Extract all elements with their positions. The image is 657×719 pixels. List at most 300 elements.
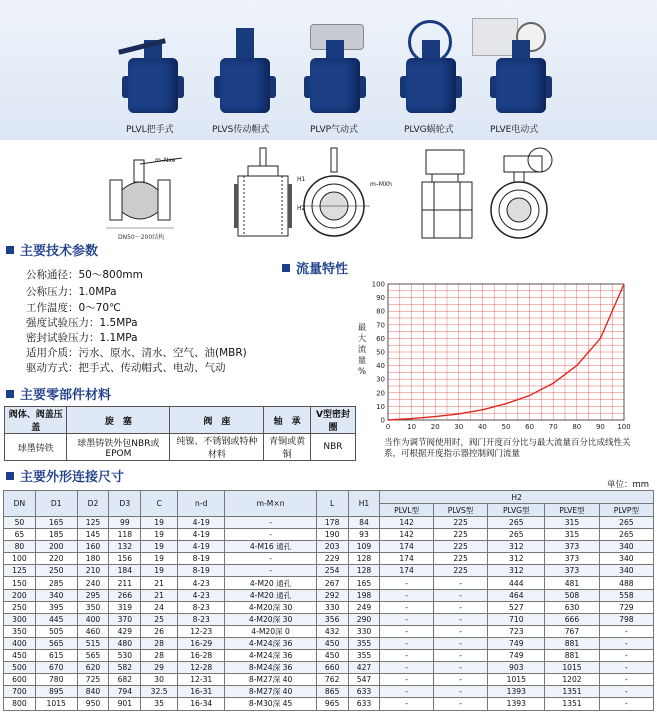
table-cell: 4-M16 通孔 [225, 541, 316, 553]
table-cell: 895 [35, 686, 77, 698]
table-cell: 93 [348, 529, 380, 541]
table-cell: 265 [488, 529, 545, 541]
valve-electric-photo [486, 18, 556, 118]
parts-header-cell: 旋 塞 [67, 407, 170, 434]
table-cell: - [380, 662, 433, 674]
table-row [4, 565, 654, 577]
table-row [4, 674, 654, 686]
table-cell: 32.5 [141, 686, 178, 698]
table-cell: 312 [488, 553, 545, 565]
table-cell: 295 [77, 589, 109, 601]
table-cell: 881 [545, 650, 600, 662]
unit-label: 单位：mm [606, 480, 649, 490]
y-tick-label: 90 [376, 294, 385, 303]
spec-line: 密封试验压力：1.1MPa [26, 332, 138, 344]
table-row [4, 686, 654, 698]
table-cell: - [599, 625, 653, 637]
table-cell: 350 [77, 601, 109, 613]
table-cell: 265 [599, 517, 653, 529]
table-cell: 8-M27深 40 [225, 686, 316, 698]
table-cell: - [599, 650, 653, 662]
parts-cell: 球墨铸铁 [5, 434, 67, 461]
table-cell: 666 [545, 613, 600, 625]
table-cell: 118 [109, 529, 141, 541]
y-axis-label: 最 [357, 323, 367, 333]
table-cell: 723 [488, 625, 545, 637]
table-cell: 4-19 [178, 541, 225, 553]
x-tick-label: 10 [407, 423, 417, 431]
table-cell: - [433, 686, 488, 698]
table-cell: 267 [316, 577, 348, 589]
table-row [4, 577, 654, 589]
table-cell: 749 [488, 650, 545, 662]
table-cell: 99 [109, 517, 141, 529]
table-cell: 373 [545, 541, 600, 553]
table-cell: 330 [348, 625, 380, 637]
table-cell: 1393 [488, 686, 545, 698]
y-tick-label: 70 [376, 321, 385, 330]
table-cell: 16-31 [178, 686, 225, 698]
table-cell: 80 [4, 541, 36, 553]
table-cell: 8-19 [178, 553, 225, 565]
drawing-gear-side [418, 146, 478, 246]
table-cell: - [599, 674, 653, 686]
dims-subheader: PLVS型 [433, 504, 488, 517]
parts-header-cell: V型密封圈 [310, 407, 355, 434]
table-cell: 229 [316, 553, 348, 565]
table-row [4, 553, 654, 565]
table-cell: 395 [35, 601, 77, 613]
table-cell: 225 [433, 565, 488, 577]
table-cell: 211 [109, 577, 141, 589]
table-cell: 350 [4, 625, 36, 637]
table-cell: 4-M24深 36 [225, 637, 316, 649]
table-cell: 178 [316, 517, 348, 529]
parts-cell: 纯镍、不锈钢或特种材料 [170, 434, 264, 461]
spec-line: 工作温度：0～70℃ [26, 302, 121, 314]
x-tick-label: 20 [430, 423, 440, 431]
table-cell: 190 [316, 529, 348, 541]
table-cell: - [599, 686, 653, 698]
table-cell: 128 [348, 565, 380, 577]
table-cell: 400 [4, 637, 36, 649]
table-cell: 729 [599, 601, 653, 613]
table-cell: 29 [141, 662, 178, 674]
dim-label: H2 [297, 205, 306, 212]
table-cell: 142 [380, 529, 433, 541]
table-cell: 445 [35, 613, 77, 625]
table-cell: 65 [4, 529, 36, 541]
table-row [4, 625, 654, 637]
table-cell: 142 [380, 517, 433, 529]
table-cell: 109 [348, 541, 380, 553]
table-cell: 1015 [545, 662, 600, 674]
table-cell: - [433, 674, 488, 686]
table-cell: 527 [488, 601, 545, 613]
table-cell: 290 [348, 613, 380, 625]
table-cell: 319 [109, 601, 141, 613]
table-cell: - [380, 601, 433, 613]
x-tick-label: 80 [572, 423, 582, 431]
dims-header-h2: H2 [380, 491, 654, 504]
spec-line: 驱动方式：把手式、传动帽式、电动、气动 [26, 362, 226, 374]
valve-handle-photo [118, 18, 188, 118]
table-cell: - [225, 553, 316, 565]
table-row [4, 637, 654, 649]
table-cell: - [225, 565, 316, 577]
table-row [4, 613, 654, 625]
table-cell: - [433, 637, 488, 649]
table-cell: 180 [77, 553, 109, 565]
table-cell: - [380, 698, 433, 710]
x-tick-label: 0 [385, 423, 391, 431]
table-cell: 165 [35, 517, 77, 529]
dims-header-dn: DN [4, 491, 36, 517]
table-cell: 26 [141, 625, 178, 637]
drawing-note: DN50～200结构 [118, 234, 165, 241]
table-cell: 903 [488, 662, 545, 674]
dim-label: m–Nxe [155, 157, 176, 164]
table-cell: 28 [141, 637, 178, 649]
table-cell: 762 [316, 674, 348, 686]
table-cell: 8-19 [178, 565, 225, 577]
table-cell: 400 [77, 613, 109, 625]
table-cell: 24 [141, 601, 178, 613]
table-cell: 8-M27深 40 [225, 674, 316, 686]
table-cell: 203 [316, 541, 348, 553]
table-cell: 429 [109, 625, 141, 637]
table-cell: 4-23 [178, 589, 225, 601]
section-title-flow: 流量特性 [282, 258, 348, 277]
table-cell: 225 [433, 517, 488, 529]
product-photo-strip [0, 0, 657, 140]
table-cell: 125 [77, 517, 109, 529]
table-cell: 565 [77, 650, 109, 662]
dims-header-mmn: m-M×n [225, 491, 316, 517]
table-cell: 21 [141, 577, 178, 589]
table-cell: 225 [433, 553, 488, 565]
table-cell: 355 [348, 650, 380, 662]
parts-cell: 球墨铸铁外包NBR或EPOM [67, 434, 170, 461]
x-tick-label: 90 [595, 423, 605, 431]
y-axis-label: 流 [357, 345, 367, 355]
table-cell: 565 [35, 637, 77, 649]
spec-line: 公称压力：1.0MPa [26, 286, 117, 298]
dims-subheader: PLVG型 [488, 504, 545, 517]
table-cell: 16-34 [178, 698, 225, 710]
table-cell: 615 [35, 650, 77, 662]
drawing-gear-front [484, 146, 574, 246]
table-cell: 370 [109, 613, 141, 625]
drawing-front-view [300, 146, 370, 246]
table-cell: - [225, 529, 316, 541]
table-cell: 300 [4, 613, 36, 625]
flow-chart [340, 276, 657, 446]
table-cell: 240 [77, 577, 109, 589]
table-cell: 460 [77, 625, 109, 637]
parts-table [4, 406, 356, 461]
y-tick-label: 0 [380, 416, 385, 425]
drawing-side-view [232, 146, 294, 246]
dims-header-d2: D2 [77, 491, 109, 517]
table-cell: 21 [141, 589, 178, 601]
table-cell: 340 [599, 541, 653, 553]
table-cell: 450 [316, 650, 348, 662]
section-title-specs: 主要技术参数 [6, 240, 98, 259]
spec-line: 公称通径：50～800mm [26, 269, 143, 281]
table-cell: 620 [77, 662, 109, 674]
table-row [4, 662, 654, 674]
table-cell: 4-M20深 30 [225, 601, 316, 613]
table-cell: 128 [348, 553, 380, 565]
y-axis-label: % [357, 367, 367, 377]
table-cell: 210 [77, 565, 109, 577]
table-cell: 254 [316, 565, 348, 577]
dims-header-h1: H1 [348, 491, 380, 517]
table-cell: - [433, 625, 488, 637]
table-cell: 185 [35, 529, 77, 541]
table-cell: 156 [109, 553, 141, 565]
table-cell: 285 [35, 577, 77, 589]
dims-subheader: PLVL型 [380, 504, 433, 517]
table-cell: 8-23 [178, 601, 225, 613]
table-cell: 881 [545, 637, 600, 649]
table-row [4, 601, 654, 613]
table-cell: 600 [4, 674, 36, 686]
dims-header-nd: n-d [178, 491, 225, 517]
table-cell: 30 [141, 674, 178, 686]
table-row [4, 650, 654, 662]
table-cell: 165 [348, 577, 380, 589]
table-cell: 660 [316, 662, 348, 674]
table-cell: 749 [488, 637, 545, 649]
table-cell: 12-31 [178, 674, 225, 686]
table-cell: 12-23 [178, 625, 225, 637]
table-cell: 480 [109, 637, 141, 649]
table-cell: 4-23 [178, 577, 225, 589]
valve-caption: PLVS传动帽式 [212, 125, 270, 135]
table-cell: 250 [35, 565, 77, 577]
table-cell: 84 [348, 517, 380, 529]
table-cell: 481 [545, 577, 600, 589]
table-cell: 28 [141, 650, 178, 662]
table-cell: - [599, 662, 653, 674]
table-cell: 50 [4, 517, 36, 529]
table-cell: 800 [4, 698, 36, 710]
table-cell: 630 [545, 601, 600, 613]
table-cell: 725 [77, 674, 109, 686]
table-cell: 19 [141, 541, 178, 553]
table-cell: - [380, 674, 433, 686]
dim-label: m–MXh [370, 181, 392, 188]
table-cell: 19 [141, 565, 178, 577]
table-cell: 547 [348, 674, 380, 686]
table-cell: 330 [316, 601, 348, 613]
y-axis-label: 大 [357, 334, 367, 344]
table-cell: 432 [316, 625, 348, 637]
table-cell: 174 [380, 541, 433, 553]
table-cell: - [599, 637, 653, 649]
table-cell: 505 [35, 625, 77, 637]
table-cell: 19 [141, 517, 178, 529]
table-cell: 340 [35, 589, 77, 601]
table-cell: 8-M30深 45 [225, 698, 316, 710]
table-cell: 4-19 [178, 517, 225, 529]
table-cell: 530 [109, 650, 141, 662]
table-cell: 1202 [545, 674, 600, 686]
table-cell: - [380, 613, 433, 625]
table-cell: 901 [109, 698, 141, 710]
dims-header-d3: D3 [109, 491, 141, 517]
table-cell: 488 [599, 577, 653, 589]
y-axis-label: 量 [357, 356, 367, 366]
table-cell: 340 [599, 553, 653, 565]
table-cell: 200 [4, 589, 36, 601]
dimensions-table [3, 490, 654, 711]
table-cell: 4-M20 通孔 [225, 577, 316, 589]
table-row [4, 589, 654, 601]
table-cell: 265 [599, 529, 653, 541]
parts-header-cell: 阀体、阀盖压盖 [5, 407, 67, 434]
y-tick-label: 40 [376, 362, 385, 371]
table-cell: 798 [599, 613, 653, 625]
table-cell: - [380, 637, 433, 649]
table-cell: 558 [599, 589, 653, 601]
y-tick-label: 10 [376, 402, 385, 411]
parts-header-cell: 轴 承 [264, 407, 311, 434]
table-cell: 225 [433, 529, 488, 541]
table-cell: 35 [141, 698, 178, 710]
dims-header-c: C [141, 491, 178, 517]
x-tick-label: 30 [454, 423, 464, 431]
table-cell: 373 [545, 565, 600, 577]
table-cell: 312 [488, 541, 545, 553]
dims-header-d1: D1 [35, 491, 77, 517]
table-cell: 265 [488, 517, 545, 529]
table-cell: 4-19 [178, 529, 225, 541]
drawing-small-valve [96, 150, 196, 232]
table-cell: 250 [4, 601, 36, 613]
dim-label: H1 [297, 176, 306, 183]
table-cell: - [380, 650, 433, 662]
table-cell: 950 [77, 698, 109, 710]
table-cell: 450 [4, 650, 36, 662]
parts-cell: NBR [310, 434, 355, 461]
table-cell: 355 [348, 637, 380, 649]
table-cell: 312 [488, 565, 545, 577]
table-cell: 682 [109, 674, 141, 686]
table-cell: 633 [348, 686, 380, 698]
table-cell: 174 [380, 565, 433, 577]
table-cell: 633 [348, 698, 380, 710]
valve-caption: PLVP气动式 [310, 125, 359, 135]
x-tick-label: 50 [501, 423, 511, 431]
table-cell: 12-28 [178, 662, 225, 674]
table-cell: - [380, 589, 433, 601]
table-cell: 356 [316, 613, 348, 625]
table-cell: 4-M20深 0 [225, 625, 316, 637]
table-row [4, 698, 654, 710]
table-cell: 700 [4, 686, 36, 698]
table-cell: 427 [348, 662, 380, 674]
table-cell: 515 [77, 637, 109, 649]
table-cell: 19 [141, 529, 178, 541]
table-cell: 4-M20深 30 [225, 613, 316, 625]
table-cell: 794 [109, 686, 141, 698]
spec-line: 适用介质：污水、原水、清水、空气、油(MBR) [26, 347, 247, 359]
section-title-parts: 主要零部件材料 [6, 384, 111, 403]
table-cell: - [433, 601, 488, 613]
table-row [4, 541, 654, 553]
dims-subheader: PLVP型 [599, 504, 653, 517]
table-cell: 965 [316, 698, 348, 710]
table-cell: 500 [4, 662, 36, 674]
table-cell: 508 [545, 589, 600, 601]
table-cell: - [380, 625, 433, 637]
table-cell: 450 [316, 637, 348, 649]
table-row [4, 517, 654, 529]
table-cell: 174 [380, 553, 433, 565]
table-cell: - [433, 662, 488, 674]
y-tick-label: 60 [376, 334, 385, 343]
table-cell: 780 [35, 674, 77, 686]
x-tick-label: 70 [548, 423, 558, 431]
x-tick-label: 100 [617, 423, 631, 431]
table-cell: 464 [488, 589, 545, 601]
y-tick-label: 80 [376, 307, 385, 316]
parts-cell: 青铜或黄铜 [264, 434, 311, 461]
table-cell: 16-28 [178, 650, 225, 662]
table-cell: 865 [316, 686, 348, 698]
parts-header-cell: 阀 座 [170, 407, 264, 434]
table-cell: 16-29 [178, 637, 225, 649]
table-cell: 1015 [488, 674, 545, 686]
table-cell: 225 [433, 541, 488, 553]
table-cell: - [433, 589, 488, 601]
table-cell: - [225, 517, 316, 529]
table-cell: 145 [77, 529, 109, 541]
table-cell: 315 [545, 517, 600, 529]
table-cell: 4-M24深 36 [225, 650, 316, 662]
table-cell: 444 [488, 577, 545, 589]
table-cell: 315 [545, 529, 600, 541]
y-tick-label: 30 [376, 375, 385, 384]
table-cell: 249 [348, 601, 380, 613]
dims-header-l: L [316, 491, 348, 517]
table-cell: 1351 [545, 698, 600, 710]
x-tick-label: 60 [525, 423, 535, 431]
table-cell: 200 [35, 541, 77, 553]
table-cell: 340 [599, 565, 653, 577]
table-cell: 132 [109, 541, 141, 553]
table-cell: 266 [109, 589, 141, 601]
valve-pneumatic-photo [300, 18, 370, 118]
table-cell: 1015 [35, 698, 77, 710]
table-cell: 19 [141, 553, 178, 565]
table-cell: 198 [348, 589, 380, 601]
table-cell: 1393 [488, 698, 545, 710]
y-tick-label: 100 [371, 280, 385, 289]
valve-caption: PLVE电动式 [490, 125, 539, 135]
table-cell: 160 [77, 541, 109, 553]
table-cell: - [433, 613, 488, 625]
valve-caption: PLVG蜗轮式 [404, 125, 454, 135]
table-cell: 1351 [545, 686, 600, 698]
table-cell: 125 [4, 565, 36, 577]
table-cell: 8-23 [178, 613, 225, 625]
x-tick-label: 40 [477, 423, 487, 431]
y-tick-label: 20 [376, 389, 385, 398]
